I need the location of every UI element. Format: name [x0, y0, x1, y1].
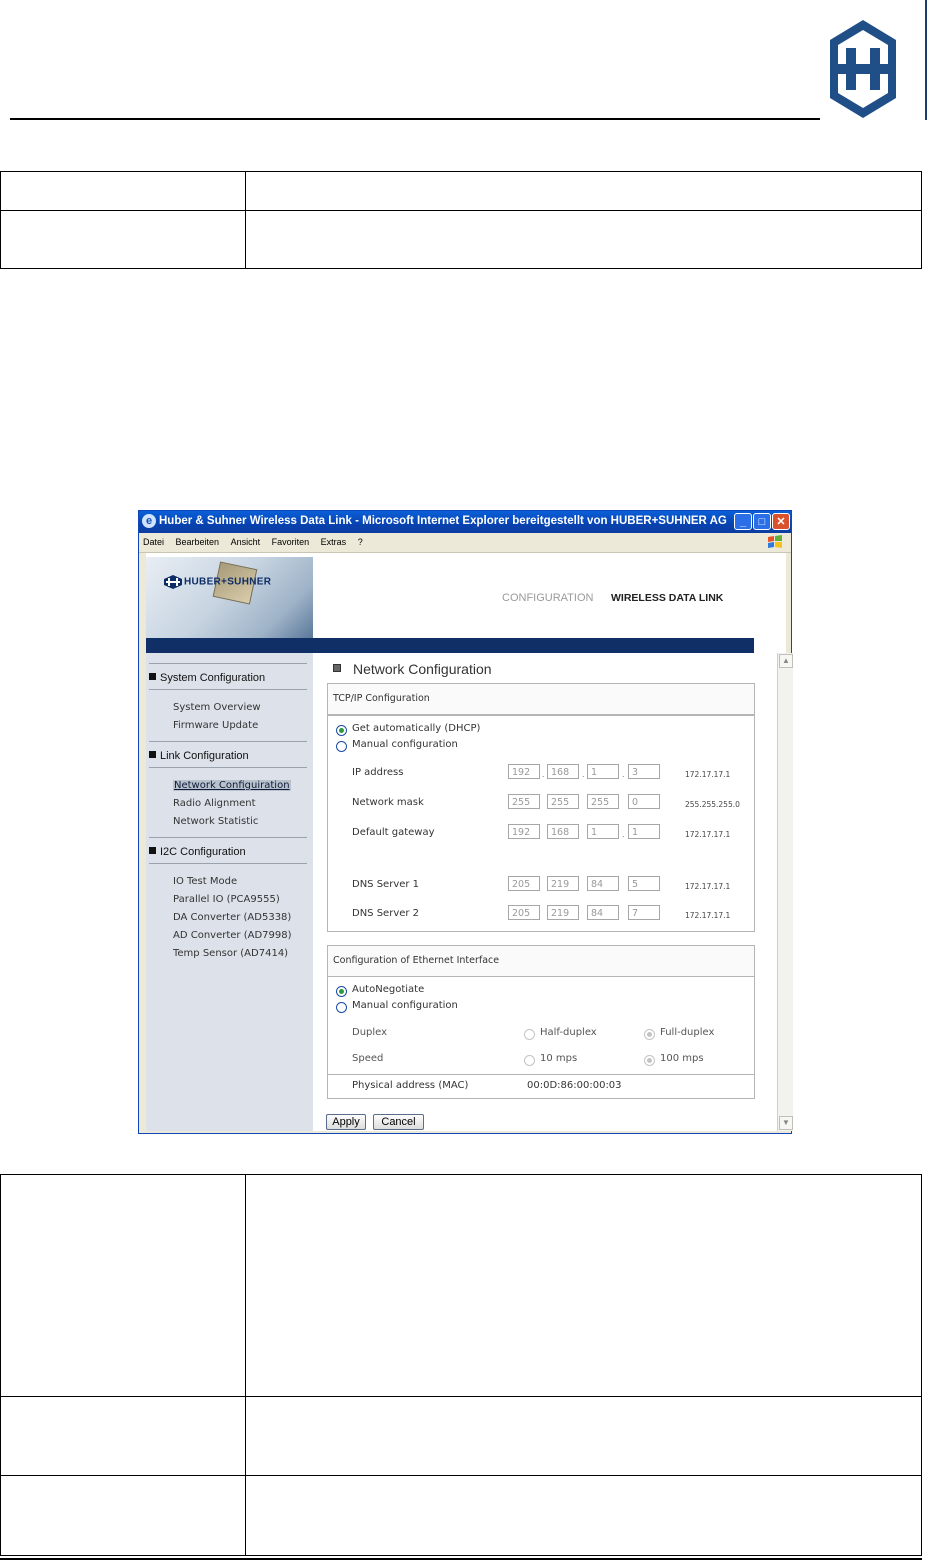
- footer-rule: [0, 1558, 922, 1560]
- default-gateway-octet-4[interactable]: 1: [628, 824, 660, 839]
- default-gateway-octet-1[interactable]: 192: [508, 824, 540, 839]
- octet-separator: .: [582, 769, 585, 779]
- dns-server-1-octet-3[interactable]: 84: [587, 876, 619, 891]
- sidebar-divider: [149, 741, 307, 742]
- sidebar-divider: [149, 863, 307, 864]
- banner-image: [146, 557, 313, 647]
- scroll-up-icon[interactable]: ▲: [779, 654, 793, 668]
- minimize-button[interactable]: _: [734, 513, 752, 530]
- dhcp-label: Get automatically (DHCP): [352, 723, 481, 734]
- header-bar: [146, 638, 754, 653]
- ethernet-section-header: Configuration of Ethernet Interface: [327, 945, 755, 977]
- dns-server-1-octet-2[interactable]: 219: [547, 876, 579, 891]
- sidebar-divider: [149, 663, 307, 664]
- dns-server-2-octet-1[interactable]: 205: [508, 905, 540, 920]
- mac-value: 00:0D:86:00:00:03: [527, 1080, 622, 1091]
- huber-suhner-logo-icon: [826, 16, 900, 122]
- autonegotiate-label: AutoNegotiate: [352, 984, 425, 995]
- network-mask-default: 255.255.255.0: [685, 800, 740, 809]
- half-duplex-label: Half-duplex: [540, 1027, 597, 1038]
- windows-flag-icon: [767, 535, 783, 549]
- header-vertical-rule: [925, 0, 927, 120]
- tcpip-section: [327, 715, 755, 932]
- header-product: WIRELESS DATA LINK: [611, 592, 724, 604]
- network-mask-octet-4[interactable]: 0: [628, 794, 660, 809]
- sidebar-item-ad-converter[interactable]: AD Converter (AD7998): [173, 930, 292, 941]
- ip-address-octet-2[interactable]: 168: [547, 764, 579, 779]
- bullet-icon: [333, 664, 341, 672]
- cancel-button[interactable]: Cancel: [373, 1114, 424, 1130]
- network-mask-octet-1[interactable]: 255: [508, 794, 540, 809]
- octet-separator: .: [622, 829, 625, 839]
- network-mask-label: Network mask: [352, 797, 424, 808]
- sidebar-group-link[interactable]: Link Configuration: [149, 750, 249, 762]
- sidebar-divider: [149, 689, 307, 690]
- dns-server-2-octet-4[interactable]: 7: [628, 905, 660, 920]
- dns-server-1-octet-1[interactable]: 205: [508, 876, 540, 891]
- menu-bar: [139, 533, 791, 553]
- maximize-button[interactable]: □: [753, 513, 771, 530]
- sidebar-item-parallel-io[interactable]: Parallel IO (PCA9555): [173, 894, 280, 905]
- menu-extras[interactable]: Extras: [320, 537, 347, 547]
- sidebar-item-system-overview[interactable]: System Overview: [173, 702, 261, 713]
- sidebar-item-temp-sensor[interactable]: Temp Sensor (AD7414): [173, 948, 289, 959]
- duplex-label: Duplex: [352, 1027, 388, 1038]
- brand-name: HUBER+SUHNER: [184, 576, 272, 588]
- apply-button[interactable]: Apply: [326, 1114, 366, 1130]
- header-configuration: CONFIGURATION: [502, 592, 594, 604]
- menu-help[interactable]: ?: [357, 537, 363, 547]
- network-mask-octet-3[interactable]: 255: [587, 794, 619, 809]
- sidebar-divider: [149, 837, 307, 838]
- dns-server-2-octet-3[interactable]: 84: [587, 905, 619, 920]
- header-rule: [10, 118, 820, 120]
- brand-logo: [164, 575, 271, 589]
- half-duplex-radio[interactable]: [524, 1029, 535, 1040]
- sidebar-item-da-converter[interactable]: DA Converter (AD5338): [173, 912, 292, 923]
- page-title: Network Configuration: [333, 661, 492, 677]
- doc-table-top: [0, 171, 922, 269]
- manual-ip-radio[interactable]: [336, 741, 347, 752]
- window-title: Huber & Suhner Wireless Data Link - Microsoft Internet Explorer bereitgestellt von HUBER+SUHNER AG: [159, 515, 727, 527]
- sidebar-item-firmware-update[interactable]: Firmware Update: [173, 720, 259, 731]
- huber-suhner-small-icon: [164, 575, 182, 589]
- manual-ethernet-radio[interactable]: [336, 1002, 347, 1013]
- mac-section: [327, 1074, 755, 1099]
- collapse-icon: [149, 847, 156, 854]
- doc-table-bottom: [0, 1174, 922, 1556]
- default-gateway-label: Default gateway: [352, 827, 435, 838]
- dns-server-1-default: 172.17.17.1: [685, 882, 731, 891]
- ip-address-label: IP address: [352, 767, 404, 778]
- ethernet-section: [327, 976, 755, 1075]
- speed-10-radio[interactable]: [524, 1055, 535, 1066]
- mac-label: Physical address (MAC): [352, 1080, 469, 1091]
- main-content: [313, 653, 786, 1131]
- collapse-icon: [149, 751, 156, 758]
- speed-100-radio[interactable]: [644, 1055, 655, 1066]
- dns-server-2-label: DNS Server 2: [352, 908, 420, 919]
- full-duplex-radio[interactable]: [644, 1029, 655, 1040]
- vertical-scrollbar[interactable]: [777, 653, 793, 1131]
- manual-ethernet-label: Manual configuration: [352, 1000, 458, 1011]
- dns-server-1-label: DNS Server 1: [352, 879, 420, 890]
- ip-address-octet-3[interactable]: 1: [587, 764, 619, 779]
- sidebar-item-network-configuration[interactable]: Network Configuiration: [174, 780, 290, 791]
- dns-server-2-octet-2[interactable]: 219: [547, 905, 579, 920]
- speed-100-label: 100 mps: [660, 1053, 704, 1064]
- menu-favoriten[interactable]: Favoriten: [271, 537, 310, 547]
- menu-bearbeiten[interactable]: Bearbeiten: [175, 537, 220, 547]
- dns-server-1-octet-4[interactable]: 5: [628, 876, 660, 891]
- web-page: [146, 553, 790, 1131]
- tcpip-section-header: TCP/IP Configuration: [327, 683, 755, 715]
- menu-ansicht[interactable]: Ansicht: [230, 537, 261, 547]
- internet-explorer-icon: e: [142, 514, 156, 528]
- close-button[interactable]: ✕: [772, 513, 790, 530]
- sidebar-group-i2c[interactable]: I2C Configuration: [149, 846, 246, 858]
- autonegotiate-radio[interactable]: [336, 986, 347, 997]
- menu-datei[interactable]: Datei: [143, 537, 165, 547]
- speed-label: Speed: [352, 1053, 384, 1064]
- sidebar-item-network-statistic[interactable]: Network Statistic: [173, 816, 259, 827]
- sidebar-item-io-test-mode[interactable]: IO Test Mode: [173, 876, 238, 887]
- sidebar-group-system[interactable]: System Configuration: [149, 672, 265, 684]
- ip-address-default: 172.17.17.1: [685, 770, 731, 779]
- ip-address-octet-4[interactable]: 3: [628, 764, 660, 779]
- sidebar-divider: [149, 767, 307, 768]
- ip-address-octet-1[interactable]: 192: [508, 764, 540, 779]
- network-mask-octet-2[interactable]: 255: [547, 794, 579, 809]
- octet-separator: .: [542, 769, 545, 779]
- browser-window: [138, 510, 792, 1134]
- collapse-icon: [149, 673, 156, 680]
- speed-10-label: 10 mps: [540, 1053, 578, 1064]
- dhcp-radio[interactable]: [336, 725, 347, 736]
- manual-ip-label: Manual configuration: [352, 739, 458, 750]
- scroll-down-icon[interactable]: ▼: [779, 1116, 793, 1130]
- window-titlebar[interactable]: [139, 511, 791, 533]
- sidebar-item-radio-alignment[interactable]: Radio Alignment: [173, 798, 256, 809]
- full-duplex-label: Full-duplex: [660, 1027, 715, 1038]
- octet-separator: .: [622, 769, 625, 779]
- default-gateway-octet-3[interactable]: 1: [587, 824, 619, 839]
- sidebar: [146, 653, 313, 1131]
- default-gateway-octet-2[interactable]: 168: [547, 824, 579, 839]
- default-gateway-default: 172.17.17.1: [685, 830, 731, 839]
- dns-server-2-default: 172.17.17.1: [685, 911, 731, 920]
